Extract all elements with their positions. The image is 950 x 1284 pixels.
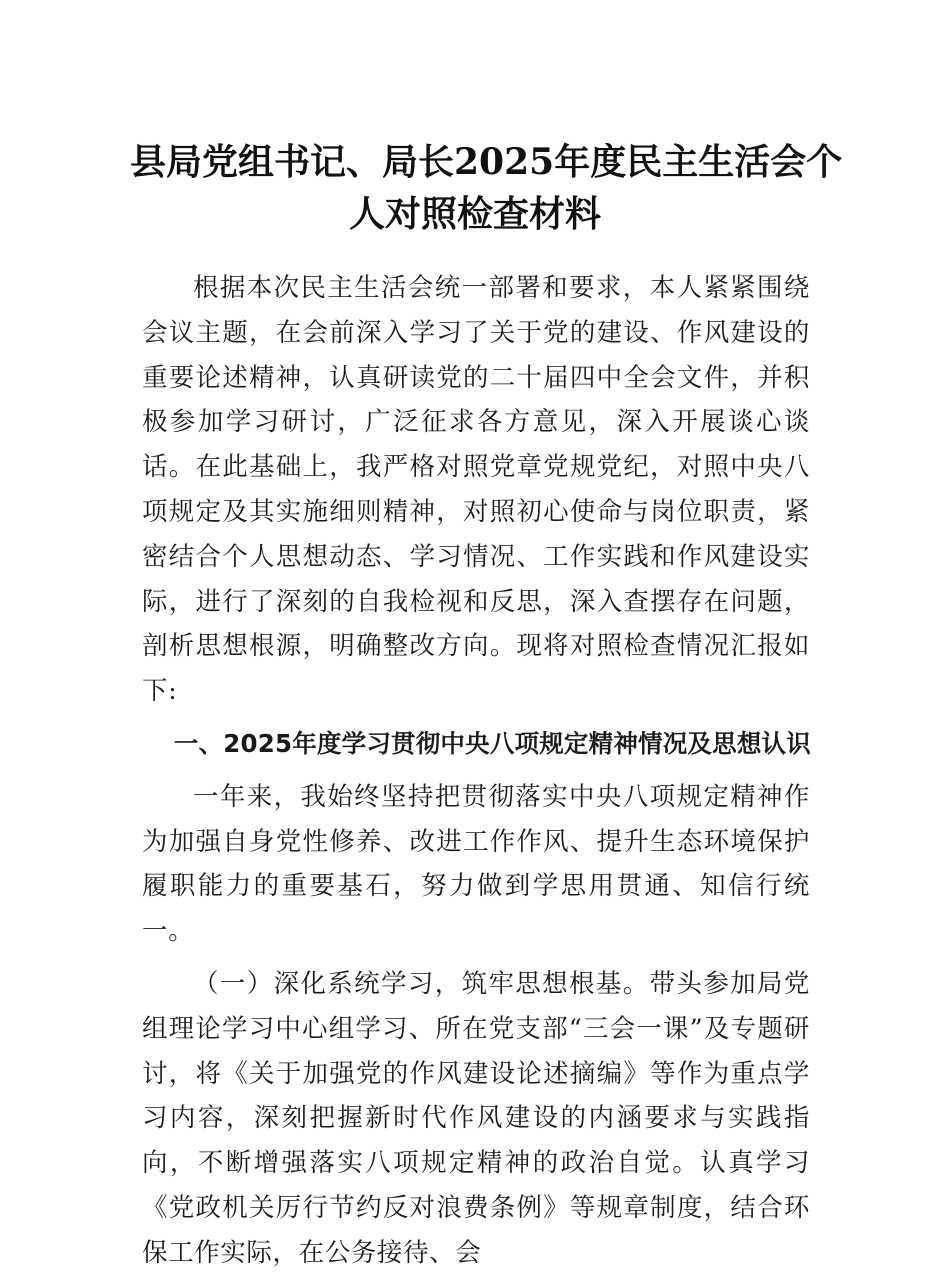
title-line-2: 人对照检查材料 bbox=[348, 193, 601, 236]
title-line-1: 县局党组书记、局长2025年度民主生活会个 bbox=[130, 141, 843, 184]
section-1-item-1-paragraph: （一）深化系统学习，筑牢思想根基。带头参加局党组理论学习中心组学习、所在党支部“三会一课”及专题研讨，将《关于加强党的作风建设论述摘编》等作为重点学习内容，深刻把握新时代作风建设的内涵要求与实践指向，不断增强落实八项规定精神的政治自觉。认真学习《党政机关厉行节约反对浪费条例》等规章制度，结合环保工作实际，在公务接待、会 bbox=[142, 968, 810, 1268]
document-body bbox=[142, 266, 810, 1284]
section-heading-1: 一、2025年度学习贯彻中央八项规定精神情况及思想认识 bbox=[173, 728, 811, 758]
section-1-intro-paragraph: 一年来，我始终坚持把贯彻落实中央八项规定精神作为加强自身党性修养、改进工作作风、提升生态环境保护履职能力的重要基石，努力做到学思用贯通、知信行统一。 bbox=[142, 781, 810, 947]
intro-paragraph: 根据本次民主生活会统一部署和要求，本人紧紧围绕会议主题，在会前深入学习了关于党的建设、作风建设的重要论述精神，认真研读党的二十届四中全会文件，并积极参加学习研讨，广泛征求各方意见，深入开展谈心谈话。在此基础上，我严格对照党章党规党纪，对照中央八项规定及其实施细则精神，对照初心使命与岗位职责，紧密结合个人思想动态、学习情况、工作实践和作风建设实际，进行了深刻的自我检视和反思，深入查摆存在问题，剖析思想根源，明确整改方向。现将对照检查情况汇报如下: bbox=[142, 273, 810, 707]
document-title bbox=[130, 136, 843, 240]
